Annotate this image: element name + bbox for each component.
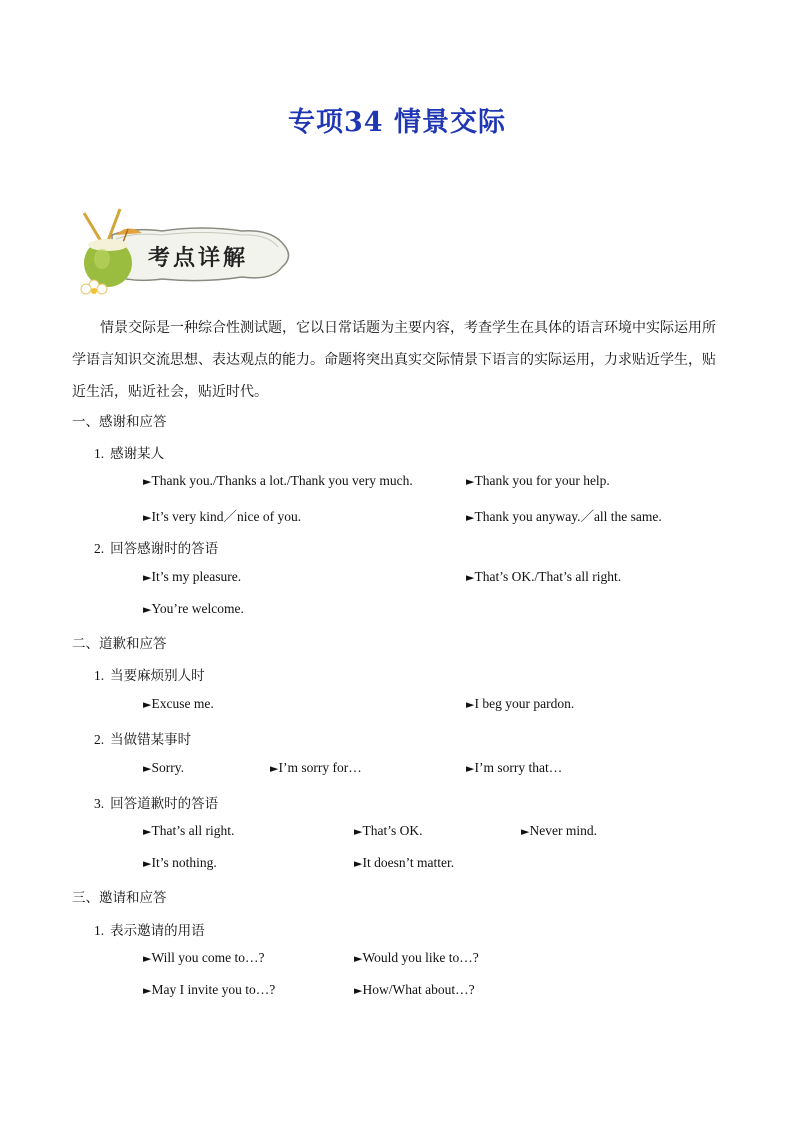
section-banner [72,205,297,300]
page-title: 专项34 情景交际 [288,107,506,138]
phrase-option: ►I’m sorry that… [466,760,563,775]
phrase-option: ►Would you like to…? [354,950,479,965]
phrase-option: ►Thank you anyway.／all the same. [466,509,662,524]
phrase-option: ►It doesn’t matter. [354,855,455,870]
phrase-option: ►I’m sorry for… [270,760,362,775]
bullet-icon: ► [143,475,152,488]
phrase-option: ►It’s nothing. [143,855,217,870]
phrase-option: ►May I invite you to…? [143,982,276,997]
section-heading-thanks: 一、感谢和应答 [72,414,167,430]
bullet-icon: ► [466,698,475,711]
bullet-icon: ► [143,571,152,584]
bullet-icon: ► [143,984,152,997]
bullet-icon: ► [143,603,152,616]
bullet-icon: ► [466,511,475,524]
phrase-option: ►You’re welcome. [143,601,244,616]
phrase-option: ►It’s very kind／nice of you. [143,509,302,524]
bullet-icon: ► [143,762,152,775]
phrase-option: ►That’s OK. [354,823,423,838]
section-heading-invitation: 三、邀请和应答 [72,890,167,906]
subsection-heading: 2. 当做错某事时 [94,732,192,748]
phrase-option: ►Never mind. [521,823,597,838]
phrase-option: ►That’s all right. [143,823,235,838]
bullet-icon: ► [143,825,152,838]
phrase-option: ►I beg your pardon. [466,696,575,711]
intro-paragraph: 情景交际是一种综合性测试题，它以日常话题为主要内容，考查学生在具体的语言环境中实际运用所学语言知识交流思想、表达观点的能力。命题将突出真实交际情景下语言的实际运用，力求贴近学生，贴近生活，贴近社会，贴近时代。 [72,320,716,400]
bullet-icon: ► [354,984,363,997]
phrase-option: ►It’s my pleasure. [143,569,242,584]
bullet-icon: ► [466,571,475,584]
phrase-option: ►That’s OK./That’s all right. [466,569,622,584]
bullet-icon: ► [466,475,475,488]
subsection-heading: 1. 感谢某人 [94,446,165,462]
bullet-icon: ► [143,511,152,524]
subsection-heading: 1. 表示邀请的用语 [94,923,205,939]
bullet-icon: ► [521,825,530,838]
subsection-heading: 2. 回答感谢时的答语 [94,541,219,557]
subsection-heading: 3. 回答道歉时的答语 [94,796,219,812]
bullet-icon: ► [143,698,152,711]
bullet-icon: ► [270,762,279,775]
phrase-option: ►Thank you for your help. [466,473,610,488]
phrase-option: ►Thank you./Thanks a lot./Thank you very much. [143,473,413,488]
phrase-option: ►Excuse me. [143,696,214,711]
phrase-option: ►Will you come to…? [143,950,265,965]
bullet-icon: ► [354,825,363,838]
bullet-icon: ► [466,762,475,775]
bullet-icon: ► [354,952,363,965]
bullet-icon: ► [143,952,152,965]
bullet-icon: ► [143,857,152,870]
phrase-option: ►Sorry. [143,760,184,775]
banner-label: 考点详解 [148,245,249,271]
section-heading-apology: 二、道歉和应答 [72,636,167,652]
phrase-option: ►How/What about…? [354,982,475,997]
bullet-icon: ► [354,857,363,870]
subsection-heading: 1. 当要麻烦别人时 [94,668,205,684]
